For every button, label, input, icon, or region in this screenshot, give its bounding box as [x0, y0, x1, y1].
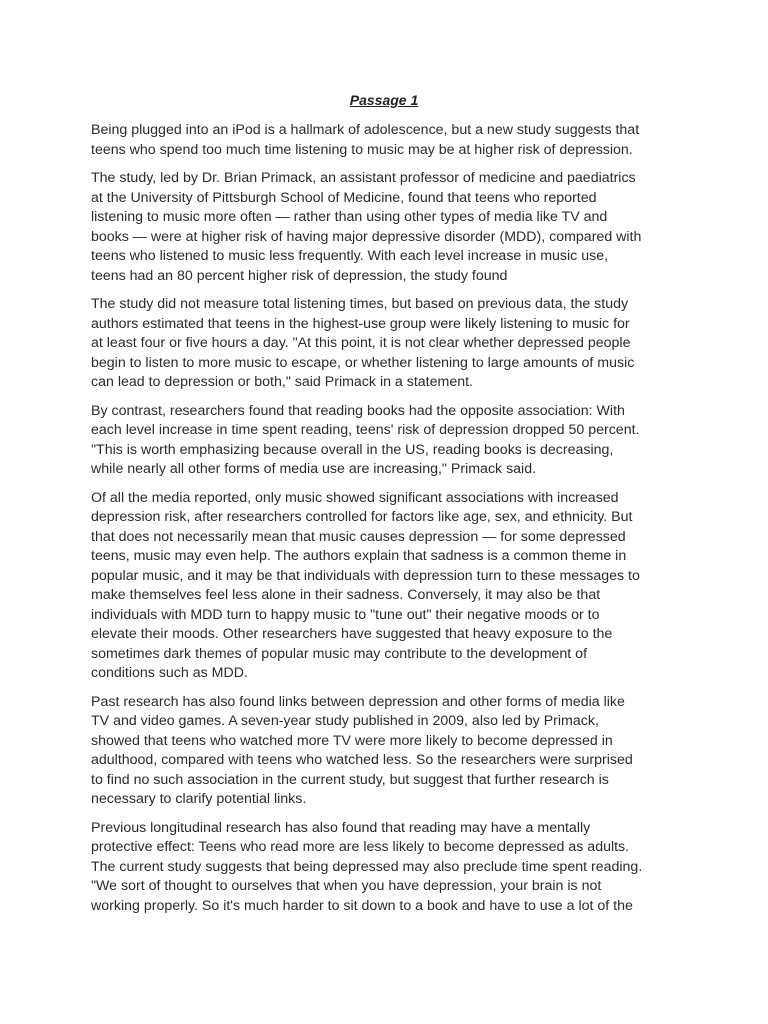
- text-line: necessary to clarify potential links.: [91, 791, 307, 807]
- text-line: teens, music may even help. The authors explain that sadness is a common theme in: [91, 548, 627, 564]
- paragraph: [91, 819, 683, 917]
- text-line: at the University of Pittsburgh School of Medicine, found that teens who reported: [91, 189, 597, 206]
- text-line: listening to music more often — rather than using other types of media like TV and: [91, 209, 608, 225]
- text-line: "We sort of thought to ourselves that when you have depression, your brain is not: [91, 878, 602, 894]
- text-line: The study, led by Dr. Brian Primack, an assistant professor of medicine and paediatrics: [91, 170, 636, 186]
- text-line: teens had an 80 percent higher risk of depression, the study found: [91, 267, 508, 284]
- paragraph: [91, 169, 683, 286]
- passage-body: [91, 121, 683, 925]
- passage-title: Passage 1: [349, 92, 419, 108]
- text-line: can lead to depression or both," said Primack in a statement.: [91, 374, 473, 390]
- text-line: "This is worth emphasizing because overall in the US, reading books is decreasing,: [91, 441, 614, 458]
- text-line: By contrast, researchers found that reading books had the opposite association: With: [91, 402, 625, 419]
- text-line: showed that teens who watched more TV were more likely to become depressed in: [91, 732, 613, 749]
- text-line: depression risk, after researchers controlled for factors like age, sex, and ethnicity. But: [91, 509, 633, 525]
- text-line: authors estimated that teens in the highest-use group were likely listening to music for: [91, 315, 630, 332]
- paragraph: [91, 121, 683, 160]
- text-line: adulthood, compared with teens who watched less. So the researchers were surprised: [91, 752, 633, 768]
- text-line: each level increase in time spent reading, teens' risk of depression dropped 50 percent.: [91, 422, 640, 438]
- text-line: working properly. So it's much harder to sit down to a book and have to use a lot of the: [91, 897, 633, 914]
- paragraph: [91, 295, 683, 393]
- text-line: teens who spend too much time listening to music may be at higher risk of depression.: [91, 141, 633, 158]
- text-line: TV and video games. A seven-year study published in 2009, also led by Primack,: [91, 713, 599, 729]
- text-line: The study did not measure total listening times, but based on previous data, the study: [91, 296, 629, 312]
- text-line: conditions such as MDD.: [91, 665, 248, 681]
- text-line: elevate their moods. Other researchers have suggested that heavy exposure to the: [91, 626, 613, 642]
- text-line: popular music, and it may be that individuals with depression turn to these messages to: [91, 567, 640, 584]
- text-line: sometimes dark themes of popular music may contribute to the development of: [91, 645, 588, 662]
- text-line: make themselves feel less alone in their sadness. Conversely, it may also be that: [91, 587, 601, 603]
- text-line: Of all the media reported, only music showed significant associations with increased: [91, 489, 619, 506]
- text-line: Being plugged into an iPod is a hallmark of adolescence, but a new study suggests that: [91, 122, 640, 138]
- text-line: at least four or five hours a day. "At this point, it is not clear whether depressed people: [91, 335, 631, 351]
- text-line: Previous longitudinal research has also found that reading may have a mentally: [91, 819, 591, 836]
- text-line: to find no such association in the current study, but suggest that further research is: [91, 771, 609, 788]
- text-line: that does not necessarily mean that music causes depression — for some depressed: [91, 528, 626, 545]
- paragraph: [91, 693, 683, 810]
- text-line: while nearly all other forms of media use are increasing," Primack said.: [91, 461, 537, 477]
- text-line: books — were at higher risk of having major depressive disorder (MDD), compared with: [91, 228, 642, 245]
- text-line: individuals with MDD turn to happy music to "tune out" their negative moods or to: [91, 606, 600, 623]
- paragraph: [91, 489, 683, 684]
- paragraph: [91, 402, 683, 480]
- text-line: Past research has also found links between depression and other forms of media like: [91, 693, 625, 710]
- text-line: The current study suggests that being depressed may also preclude time spent reading.: [91, 858, 643, 875]
- text-line: teens who listened to music less frequently. With each level increase in music use,: [91, 248, 609, 264]
- text-line: protective effect: Teens who read more are less likely to become depressed as adults.: [91, 839, 630, 855]
- text-line: begin to listen to more music to escape, or whether listening to large amounts of music: [91, 354, 635, 371]
